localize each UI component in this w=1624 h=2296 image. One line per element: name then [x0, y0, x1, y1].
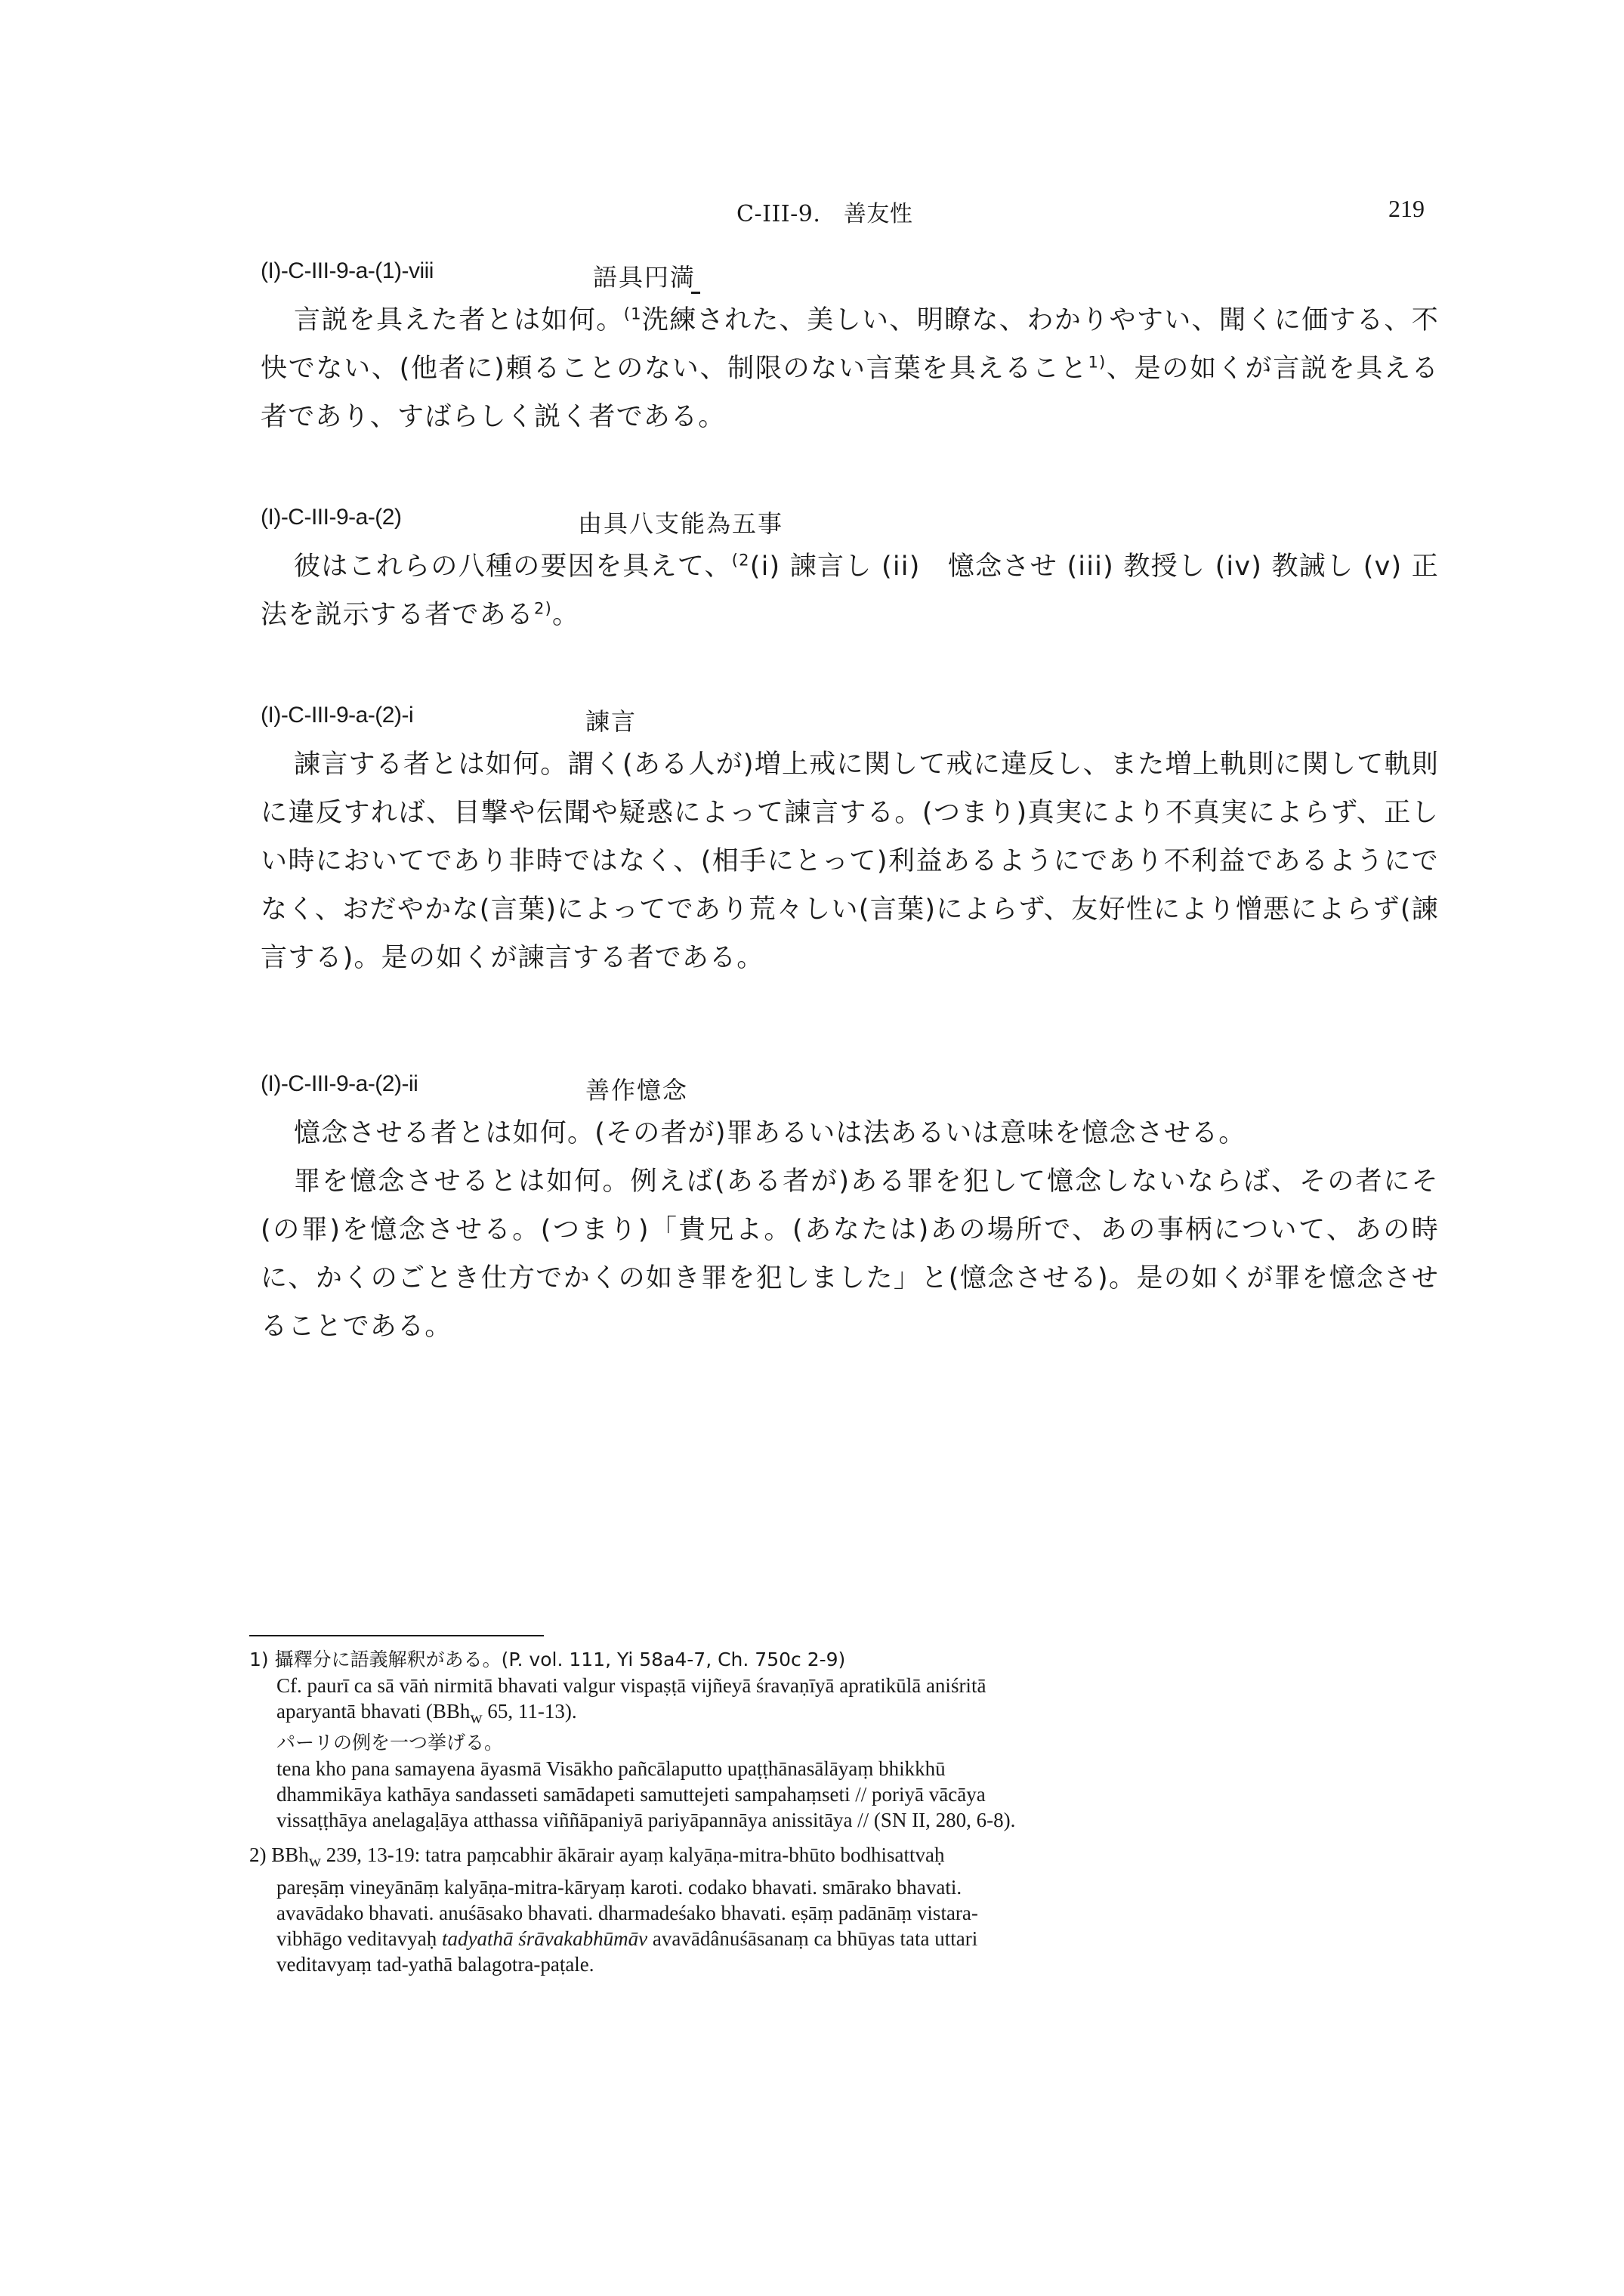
section-title: 由具八支能為五事: [578, 509, 784, 538]
body-paragraph: 彼はこれらの八種の要因を具えて、$^{(2}$(i) 諫言し (ii) 憶念させ (iii) 教授し (iv) 教誡し (v) 正法を説示する者である$^{2)}$。: [261, 551, 1439, 630]
section-hachishi-goji: [261, 505, 1439, 639]
section-title: 善作憶念: [585, 1076, 689, 1105]
section-heading: [261, 703, 1439, 740]
body-paragraph: 言説を具えた者とは如何。$^{(1}$洗練された、美しい、明瞭な、わかりやすい、聞くに価する、不快でない、(他者に)頼ることのない、制限のない言葉を具えること$^{1)}$、是の如くが言説を具える者であり、すばらしく説く者である。: [261, 304, 1439, 432]
body-paragraph: 憶念させる者とは如何。(その者が)罪あるいは法あるいは意味を憶念させる。: [294, 1118, 1246, 1148]
footnote-close-marker: 2): [534, 599, 552, 618]
running-head-title: C-III-9. 善友性: [736, 201, 913, 227]
footnote-open-marker: (2: [731, 551, 750, 570]
body-paragraph: 罪を憶念させるとは如何。例えば(ある者が)ある罪を犯して憶念しないならば、その者にそ(の罪)を憶念させる。(つまり)「貴兄よ。(あなたは)あの場所で、あの事柄について、あの時に、かくのごとき仕方でかくの如き罪を犯しました」と(憶念させる)。是の如くが罪を憶念させることである。: [261, 1167, 1439, 1342]
section-code: (I)-C-III-9-a-(2): [261, 505, 402, 530]
page-number: 219: [1388, 195, 1425, 222]
section-heading: [261, 505, 1439, 542]
footnotes: [249, 1635, 1450, 1977]
footnote-2: 2) BBh$_w$ 239, 13-19: tatra paṃcabhir ākārair ayaṃ kalyāṇa-mitra-bhūto bodhisattvaḥ pareṣāṃ vineyānāṃ kalyāṇa-mitra-kāryaṃ karoti. codako bhavati. smārako bhavati. avavādako bhavati. anuśāsako bhavati. dharmadeśako bhavati. eṣāṃ padānāṃ vistara- vibhāgo veditavyaḥ tadyathā śrāvakabhūmāv avavādânuśāsanaṃ ca bhūyas tata uttari veditavyaṃ tad-yathā balagotra-paṭale.: [249, 1843, 978, 1976]
footnote-open-marker: (1: [623, 304, 642, 323]
section-heading: [261, 1071, 1439, 1109]
footnote-close-marker: 1): [1088, 353, 1107, 372]
section-code: (I)-C-III-9-a-(1)-viii: [261, 258, 434, 283]
section-zensa-okunen: [261, 1071, 1439, 1351]
running-head: [0, 195, 1624, 225]
section-title: 語具円満: [593, 263, 696, 292]
section-yugu-enman: [261, 258, 1439, 441]
footnote-1: 1) 攝釋分に語義解釈がある。(P. vol. 111, Yi 58a4-7, Ch. 750c 2-9) Cf. paurī ca sā vāṅ nirmitā bhavati valgur vispaṣṭā vijñeyā śravaṇīyā apratikūlā aniśritā aparyantā bhavati (BBh$_w$ 65, 11-13). パーリの例を一つ挙げる。 tena kho pana samayena āyasmā Visākho pañcālaputto upaṭṭhānasālāyaṃ bhikkhū dhammikāya kathāya sandasseti samādapeti samuttejeti sampahaṃseti // poriyā vācāya vissaṭṭhāya anelagaḷāya atthassa viññāpaniyā pariyāpannāya anissitāya // (SN II, 280, 6-8).: [249, 1649, 1016, 1832]
section-code: (I)-C-III-9-a-(2)-ii: [261, 1071, 418, 1096]
section-heading: [261, 258, 1439, 296]
section-code: (I)-C-III-9-a-(2)-i: [261, 703, 414, 728]
body-paragraph: 諫言する者とは如何。謂く(ある人が)増上戒に関して戒に違反し、また増上軌則に関して軌則に違反すれば、目撃や伝聞や疑惑によって諫言する。(つまり)真実により不真実によらず、正しい時においてであり非時ではなく、(相手にとって)利益あるようにであり不利益であるようにでなく、おだやかな(言葉)によってであり荒々しい(言葉)によらず、友好性により憎悪によらず(諫言する)。是の如くが諫言する者である。: [261, 749, 1439, 973]
section-title: 諫言: [585, 707, 638, 736]
section-kangen: [261, 703, 1439, 982]
footnote-rule: [249, 1635, 544, 1636]
